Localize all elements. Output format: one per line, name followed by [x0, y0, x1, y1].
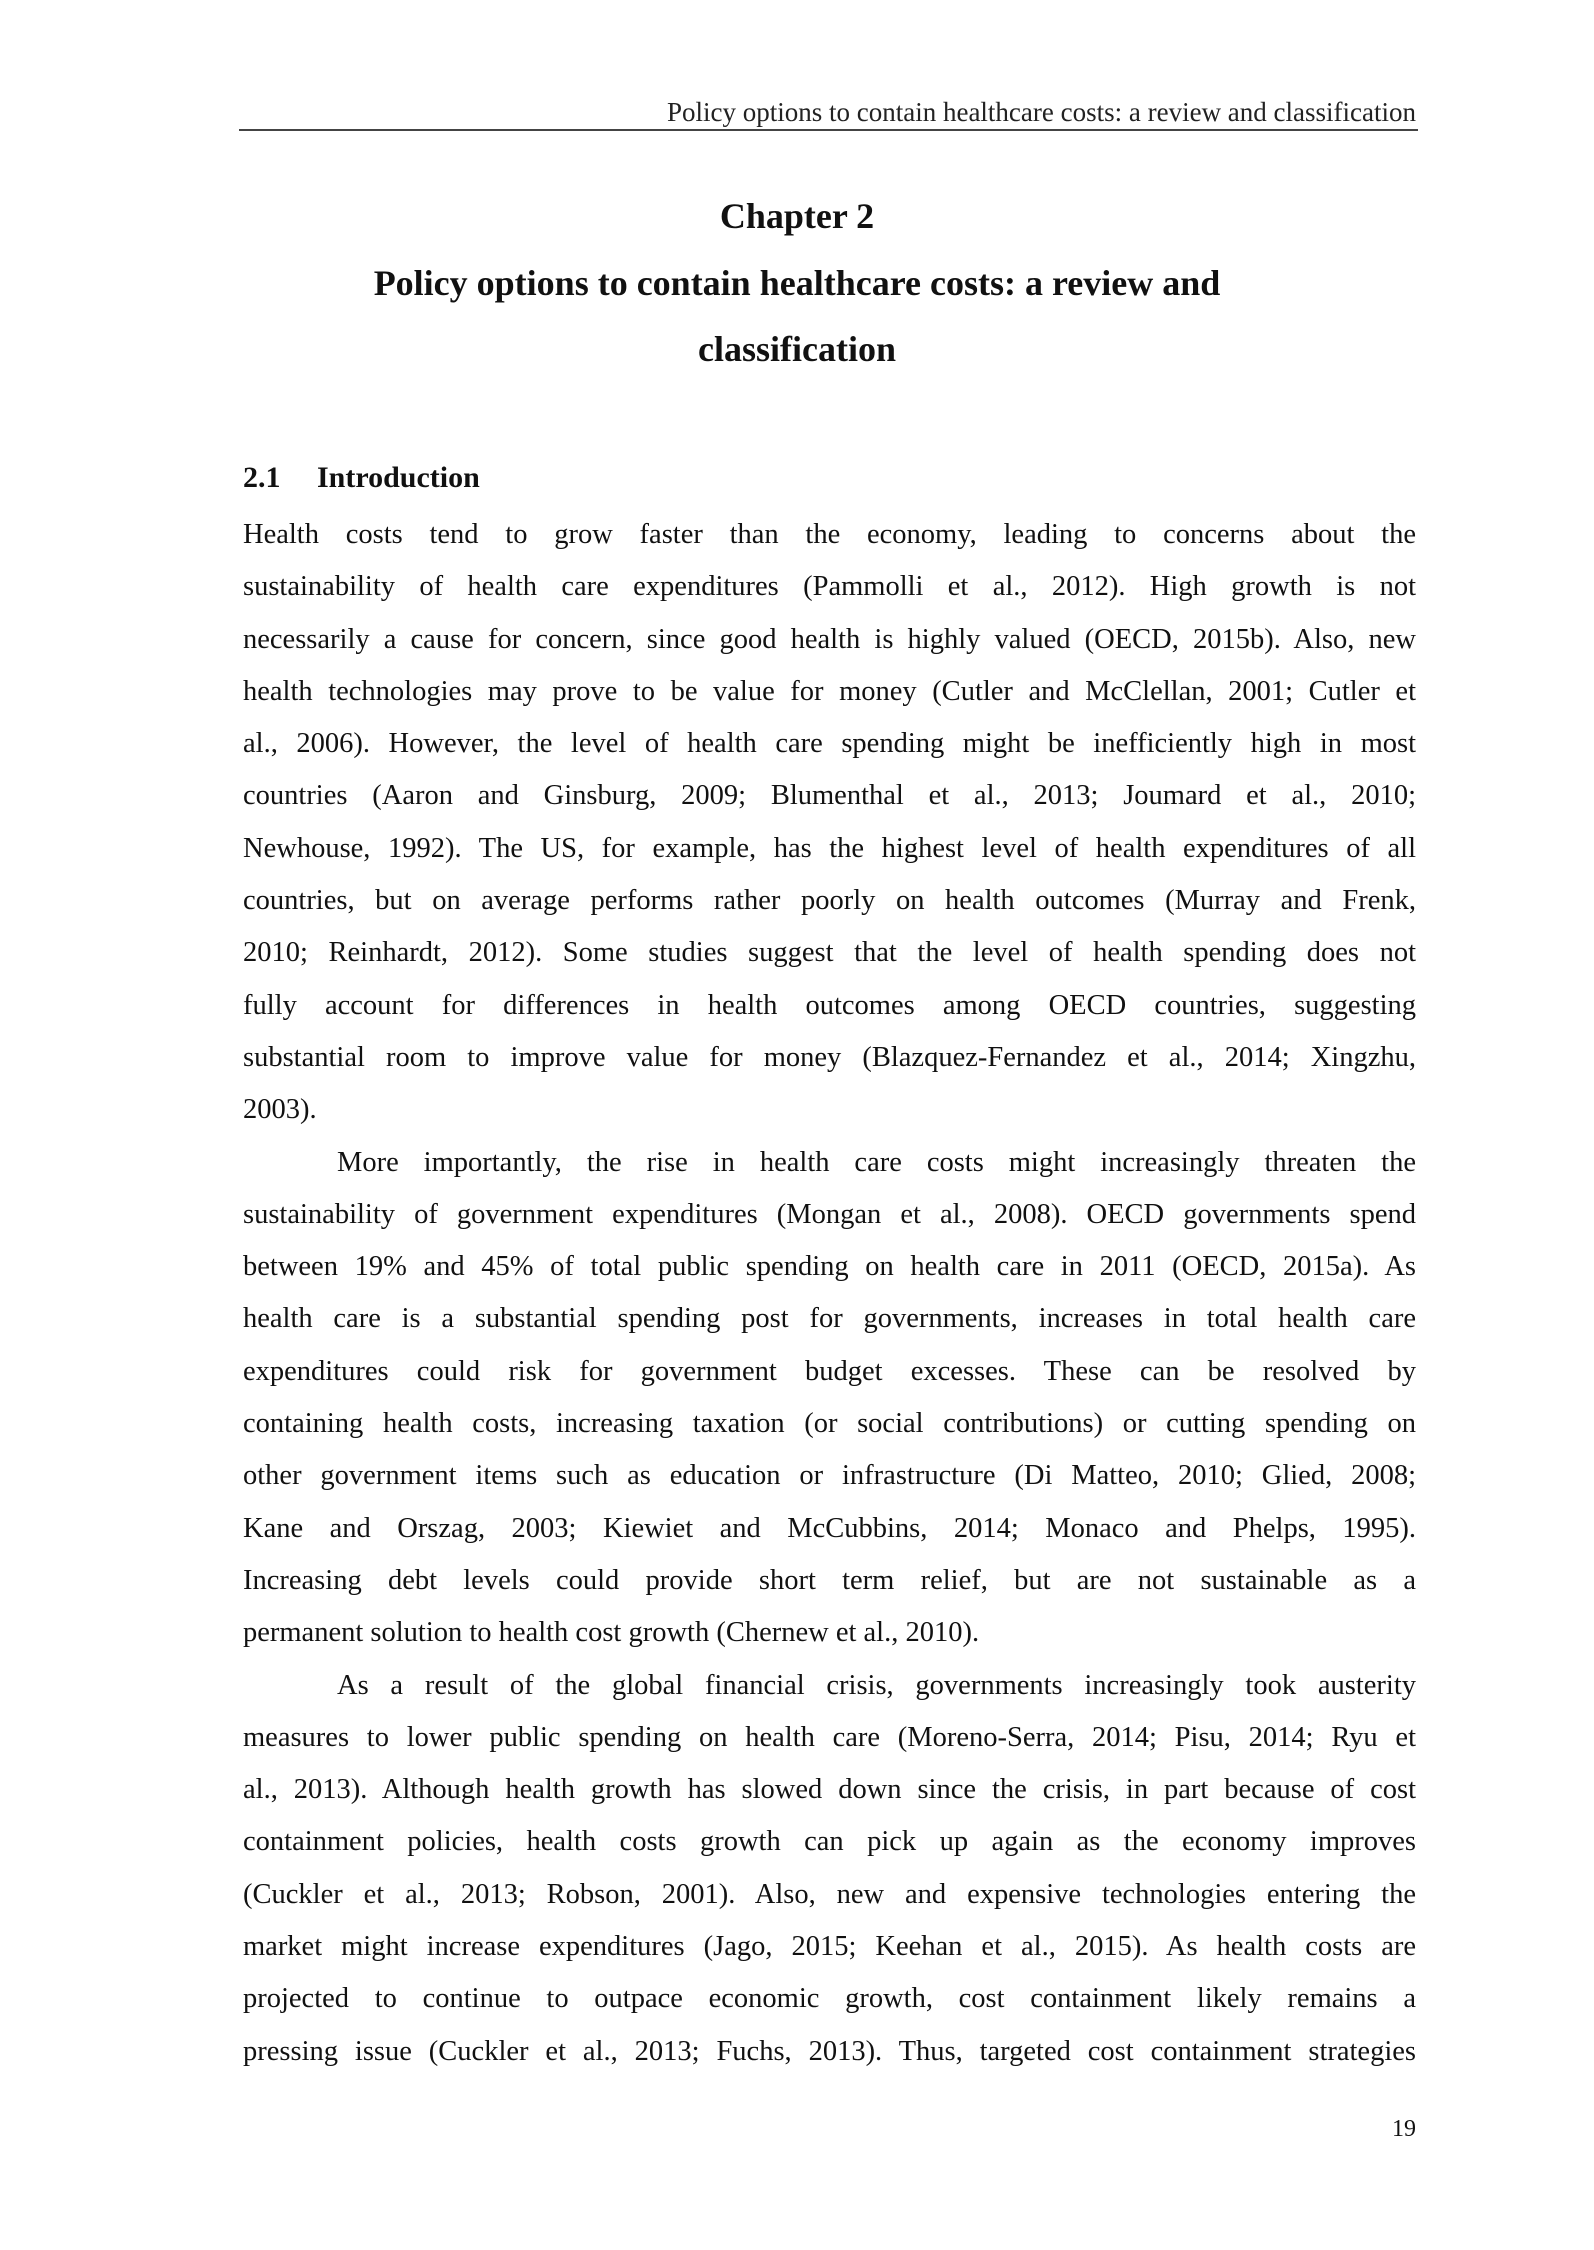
text-line: al., 2013). Although health growth has slowed down since the crisis, in part because of cost [243, 1774, 1416, 1806]
text-line: (Cuckler et al., 2013; Robson, 2001). Also, new and expensive technologies entering the [243, 1878, 1416, 1910]
running-header: Policy options to contain healthcare costs: a review and classification [666, 97, 1416, 127]
chapter-label: Chapter 2 [719, 196, 875, 236]
text-line: other government items such as education or infrastructure (Di Matteo, 2010; Glied, 2008; [243, 1460, 1416, 1492]
text-line: market might increase expenditures (Jago, 2015; Keehan et al., 2015). As health costs are [243, 1931, 1416, 1963]
text-line: al., 2006). However, the level of health care spending might be inefficiently high in most [243, 728, 1416, 760]
text-line: fully account for differences in health outcomes among OECD countries, suggesting [243, 989, 1416, 1021]
text-line: substantial room to improve value for money (Blazquez-Fernandez et al., 2014; Xingzhu, [243, 1041, 1416, 1073]
text-line: sustainability of health care expenditures (Pammolli et al., 2012). High growth is not [243, 571, 1416, 603]
chapter-title-line-2: classification [698, 329, 896, 369]
text-line: As a result of the global financial crisis, governments increasingly took austerity [337, 1669, 1416, 1701]
text-line: projected to continue to outpace economic growth, cost containment likely remains a [243, 1983, 1416, 2015]
text-line: health technologies may prove to be value for money (Cutler and McClellan, 2001; Cutler et [243, 675, 1416, 707]
text-line: Newhouse, 1992). The US, for example, has the highest level of health expenditures of all [243, 832, 1416, 864]
text-line: countries (Aaron and Ginsburg, 2009; Blumenthal et al., 2013; Joumard et al., 2010; [243, 780, 1416, 812]
text-line: Kane and Orszag, 2003; Kiewiet and McCubbins, 2014; Monaco and Phelps, 1995). [243, 1512, 1416, 1544]
text-line: 2003). [243, 1094, 317, 1126]
section-title: Introduction [317, 461, 480, 494]
text-line: containing health costs, increasing taxation (or social contributions) or cutting spending on [243, 1408, 1416, 1440]
chapter-title-line-1: Policy options to contain healthcare costs: a review and [373, 263, 1221, 303]
header-rule [239, 129, 1418, 131]
paragraph [243, 509, 1416, 1137]
text-line: containment policies, health costs growth can pick up again as the economy improves [243, 1826, 1416, 1858]
text-line: sustainability of government expenditures (Mongan et al., 2008). OECD governments spend [243, 1198, 1416, 1230]
paragraph [243, 1137, 1416, 1660]
text-line: expenditures could risk for government budget excesses. These can be resolved by [243, 1355, 1416, 1387]
text-line: permanent solution to health cost growth (Chernew et al., 2010). [243, 1617, 980, 1649]
text-line: necessarily a cause for concern, since good health is highly valued (OECD, 2015b). Also, new [243, 623, 1416, 655]
body-text [243, 509, 1416, 2078]
section-number: 2.1 [243, 461, 281, 494]
text-line: Health costs tend to grow faster than the economy, leading to concerns about the [243, 519, 1416, 550]
text-line: Increasing debt levels could provide short term relief, but are not sustainable as a [243, 1564, 1416, 1596]
section-heading [243, 456, 480, 500]
text-line: More importantly, the rise in health care costs might increasingly threaten the [337, 1146, 1416, 1178]
text-line: measures to lower public spending on health care (Moreno-Serra, 2014; Pisu, 2014; Ryu et [243, 1721, 1416, 1753]
page-number: 19 [1392, 2116, 1416, 2142]
text-line: between 19% and 45% of total public spending on health care in 2011 (OECD, 2015a). As [243, 1251, 1416, 1283]
text-line: health care is a substantial spending post for governments, increases in total health care [243, 1303, 1416, 1335]
paragraph [243, 1660, 1416, 2078]
text-line: 2010; Reinhardt, 2012). Some studies suggest that the level of health spending does not [243, 937, 1416, 969]
text-line: countries, but on average performs rather poorly on health outcomes (Murray and Frenk, [243, 885, 1416, 917]
text-line: pressing issue (Cuckler et al., 2013; Fuchs, 2013). Thus, targeted cost containment strategies [243, 2035, 1416, 2067]
